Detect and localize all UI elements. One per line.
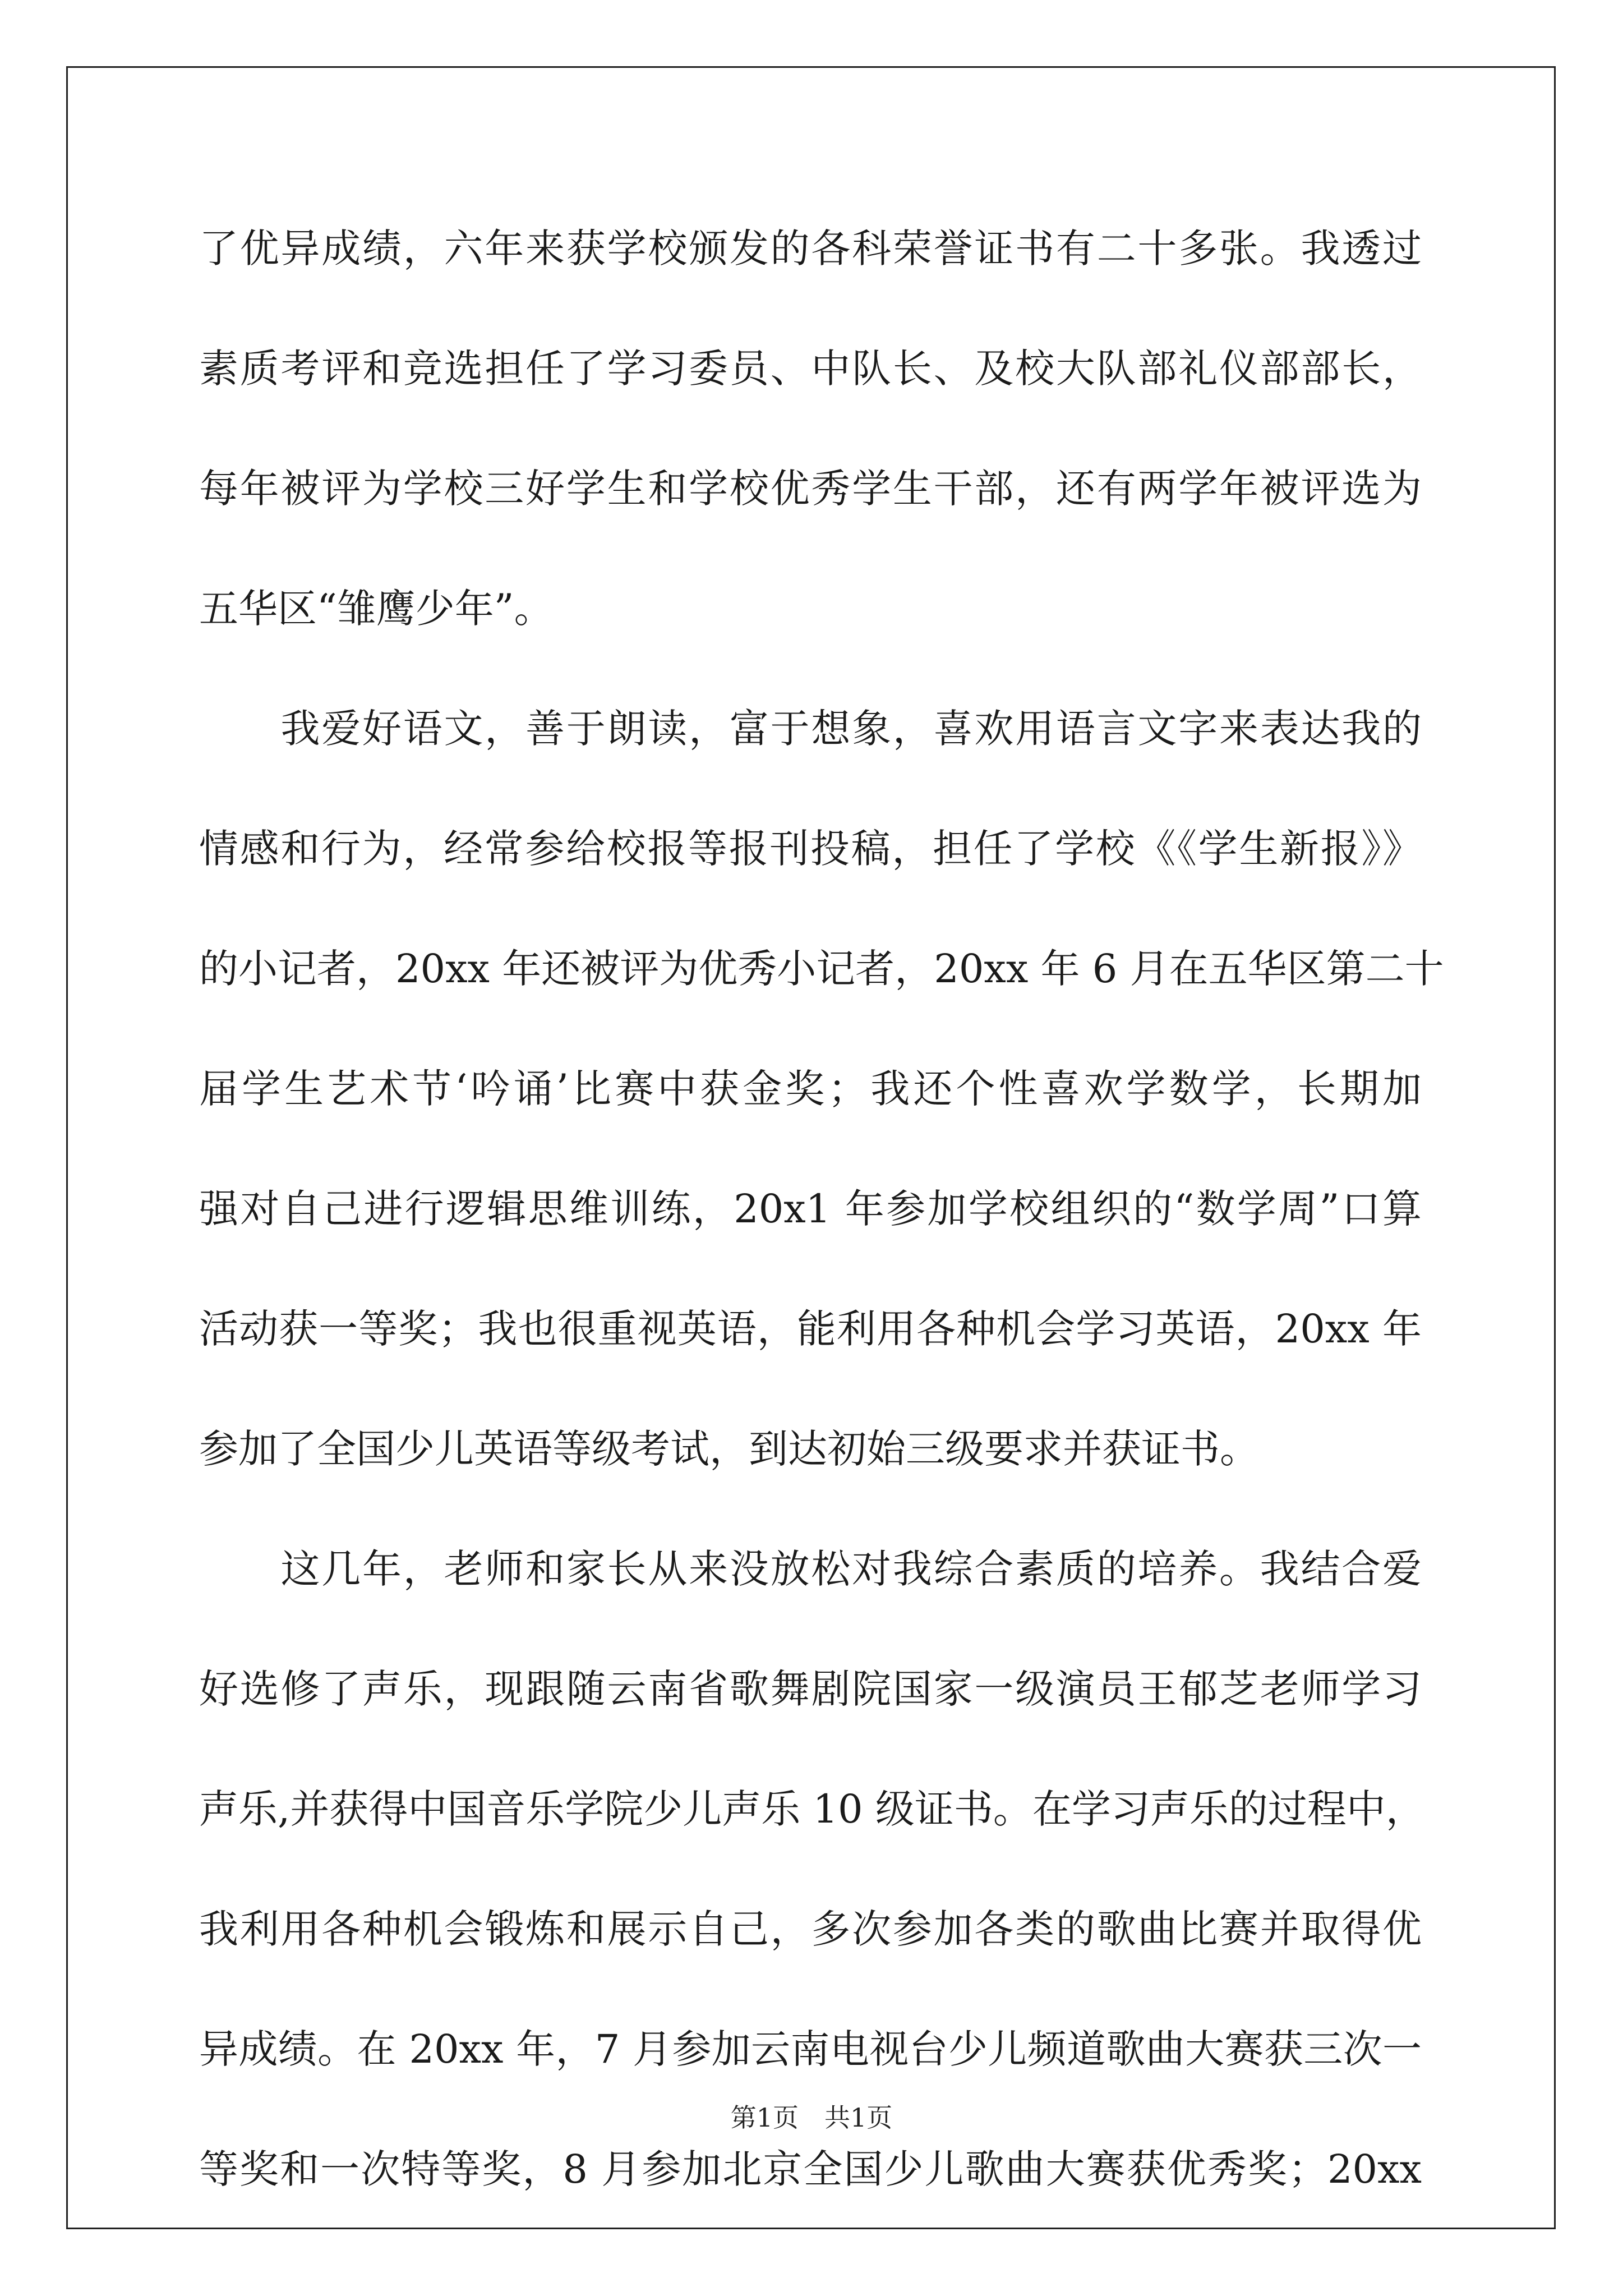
text-line: 了优异成绩，六年来获学校颁发的各科荣誉证书有二十多张。我透过: [199, 226, 1422, 272]
document-body: [199, 206, 1444, 2247]
text-line: 声乐,并获得中国音乐学院少儿声乐 10 级证书。在学习声乐的过程中，: [199, 1786, 1425, 1832]
text-line: 活动获一等奖；我也很重视英语，能利用各种机会学习英语，20xx 年: [199, 1306, 1422, 1352]
text-line: 素质考评和竞选担任了学习委员、中队长、及校大队部礼仪部部长，: [199, 346, 1422, 392]
text-line: 参加了全国少儿英语等级考试，到达初始三级要求并获证书。: [199, 1426, 1259, 1472]
text-line: 我利用各种机会锻炼和展示自己，多次参加各类的歌曲比赛并取得优: [199, 1906, 1422, 1952]
text-line: 的小记者，20xx 年还被评为优秀小记者，20xx 年 6 月在五华区第二十: [199, 946, 1444, 992]
text-line: 每年被评为学校三好学生和学校优秀学生干部，还有两学年被评选为: [199, 466, 1422, 512]
text-line: 届学生艺术节‘吟诵’比赛中获金奖；我还个性喜欢学数学，长期加: [199, 1066, 1422, 1112]
text-line: 强对自己进行逻辑思维训练，20x1 年参加学校组织的“数学周”口算: [199, 1186, 1422, 1232]
page-footer: [0, 2101, 1623, 2134]
text-line: 等奖和一次特等奖，8 月参加北京全国少儿歌曲大赛获优秀奖；20xx: [199, 2146, 1422, 2192]
text-line: 好选修了声乐，现跟随云南省歌舞剧院国家一级演员王郁芝老师学习: [199, 1666, 1422, 1712]
text-line: 异成绩。在 20xx 年，7 月参加云南电视台少儿频道歌曲大赛获三次一: [199, 2026, 1422, 2072]
page-number: 第1页 共1页: [730, 2102, 893, 2133]
text-line: 我爱好语文，善于朗读，富于想象，喜欢用语言文字来表达我的: [199, 706, 1422, 752]
text-line: 五华区“雏鹰少年”。: [199, 586, 554, 632]
text-line: 情感和行为，经常参给校报等报刊投稿，担任了学校《《学生新报》》: [199, 826, 1422, 872]
text-line: 这几年，老师和家长从来没放松对我综合素质的培养。我结合爱: [199, 1546, 1422, 1592]
